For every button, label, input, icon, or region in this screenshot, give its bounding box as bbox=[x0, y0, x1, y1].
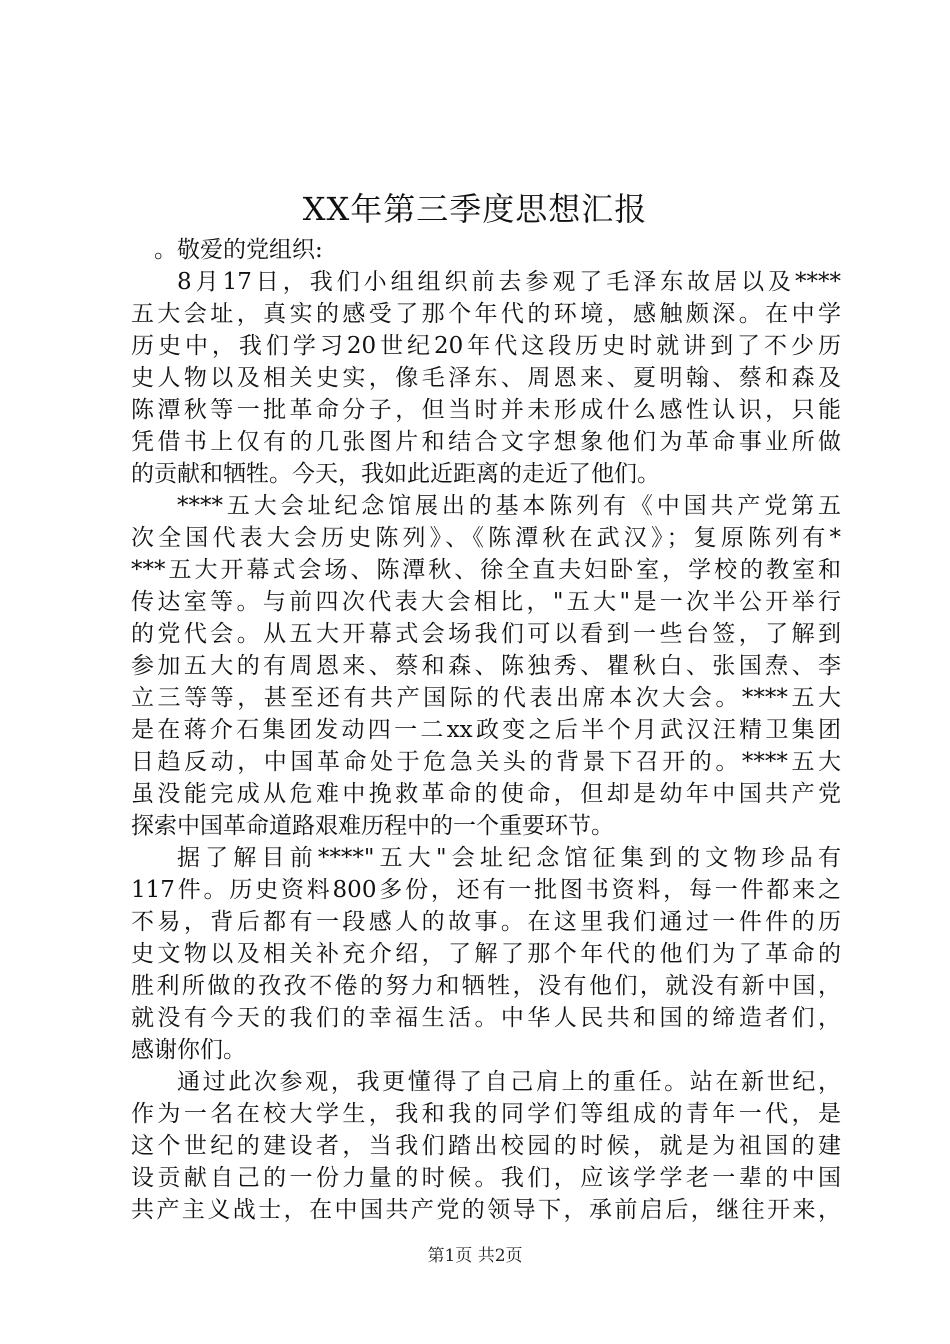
text-line: 据了解目前****"五大"会址纪念馆征集到的文物珍品有 bbox=[177, 845, 841, 871]
text-line: 不易，背后都有一段感人的故事。在这里我们通过一件件的历 bbox=[131, 909, 841, 935]
text-line: 通过此次参观，我更懂得了自己肩上的重任。站在新世纪， bbox=[177, 1069, 841, 1095]
page-title: XX年第三季度思想汇报 bbox=[302, 190, 648, 228]
text-line: 胜利所做的孜孜不倦的努力和牺牲，没有他们，就没有新中国， bbox=[131, 973, 841, 999]
text-line: 次全国代表大会历史陈列》、《陈潭秋在武汉》；复原陈列有* bbox=[131, 525, 841, 551]
text-line: 传达室等。与前四次代表大会相比，"五大"是一次半公开举行 bbox=[131, 589, 841, 615]
text-line: 史文物以及相关补充介绍，了解了那个年代的他们为了革命的 bbox=[131, 941, 841, 967]
text-line: 是在蒋介石集团发动四一二xx政变之后半个月武汉汪精卫集团 bbox=[131, 717, 841, 743]
text-line: 的党代会。从五大开幕式会场我们可以看到一些台签，了解到 bbox=[131, 621, 841, 647]
text-line: 。敬爱的党组织: bbox=[154, 237, 323, 263]
text-line: 凭借书上仅有的几张图片和结合文字想象他们为革命事业所做 bbox=[131, 429, 841, 455]
text-line: 历史中，我们学习20世纪20年代这段历史时就讲到了不少历 bbox=[131, 333, 841, 359]
text-line: 陈潭秋等一批革命分子，但当时并未形成什么感性认识，只能 bbox=[131, 397, 841, 423]
text-line: 的贡献和牺牲。今天，我如此近距离的走近了他们。 bbox=[131, 461, 660, 487]
text-line: 设贡献自己的一份力量的时候。我们，应该学学老一辈的中国 bbox=[131, 1165, 841, 1191]
text-line: 这个世纪的建设者，当我们踏出校园的时候，就是为祖国的建 bbox=[131, 1133, 841, 1159]
text-line: ***五大开幕式会场、陈潭秋、徐全直夫妇卧室，学校的教室和 bbox=[131, 557, 841, 583]
text-line: 感谢你们。 bbox=[131, 1037, 246, 1063]
text-line: 参加五大的有周恩来、蔡和森、陈独秀、瞿秋白、张国焘、李 bbox=[131, 653, 841, 679]
text-line: 共产主义战士，在中国共产党的领导下，承前启后，继往开来， bbox=[131, 1197, 841, 1223]
text-line: 就没有今天的我们的幸福生活。中华人民共和国的缔造者们， bbox=[131, 1005, 841, 1031]
page-footer: 第1页 共2页 bbox=[427, 1246, 523, 1266]
text-line: 117件。历史资料800多份，还有一批图书资料，每一件都来之 bbox=[131, 877, 841, 903]
text-line: 探索中国革命道路艰难历程中的一个重要环节。 bbox=[131, 813, 614, 839]
text-line: 五大会址，真实的感受了那个年代的环境，感触颇深。在中学 bbox=[131, 301, 841, 327]
text-line: 虽没能完成从危难中挽救革命的使命，但却是幼年中国共产党 bbox=[131, 781, 841, 807]
text-line: 立三等等，甚至还有共产国际的代表出席本次大会。****五大 bbox=[131, 685, 841, 711]
text-line: ****五大会址纪念馆展出的基本陈列有《中国共产党第五 bbox=[177, 493, 841, 519]
document-body bbox=[131, 234, 841, 1226]
text-line: 作为一名在校大学生，我和我的同学们等组成的青年一代，是 bbox=[131, 1101, 841, 1127]
text-line: 史人物以及相关史实，像毛泽东、周恩来、夏明翰、蔡和森及 bbox=[131, 365, 841, 391]
text-line: 8月17日，我们小组组织前去参观了毛泽东故居以及**** bbox=[177, 269, 841, 295]
text-line: 日趋反动，中国革命处于危急关头的背景下召开的。****五大 bbox=[131, 749, 841, 775]
